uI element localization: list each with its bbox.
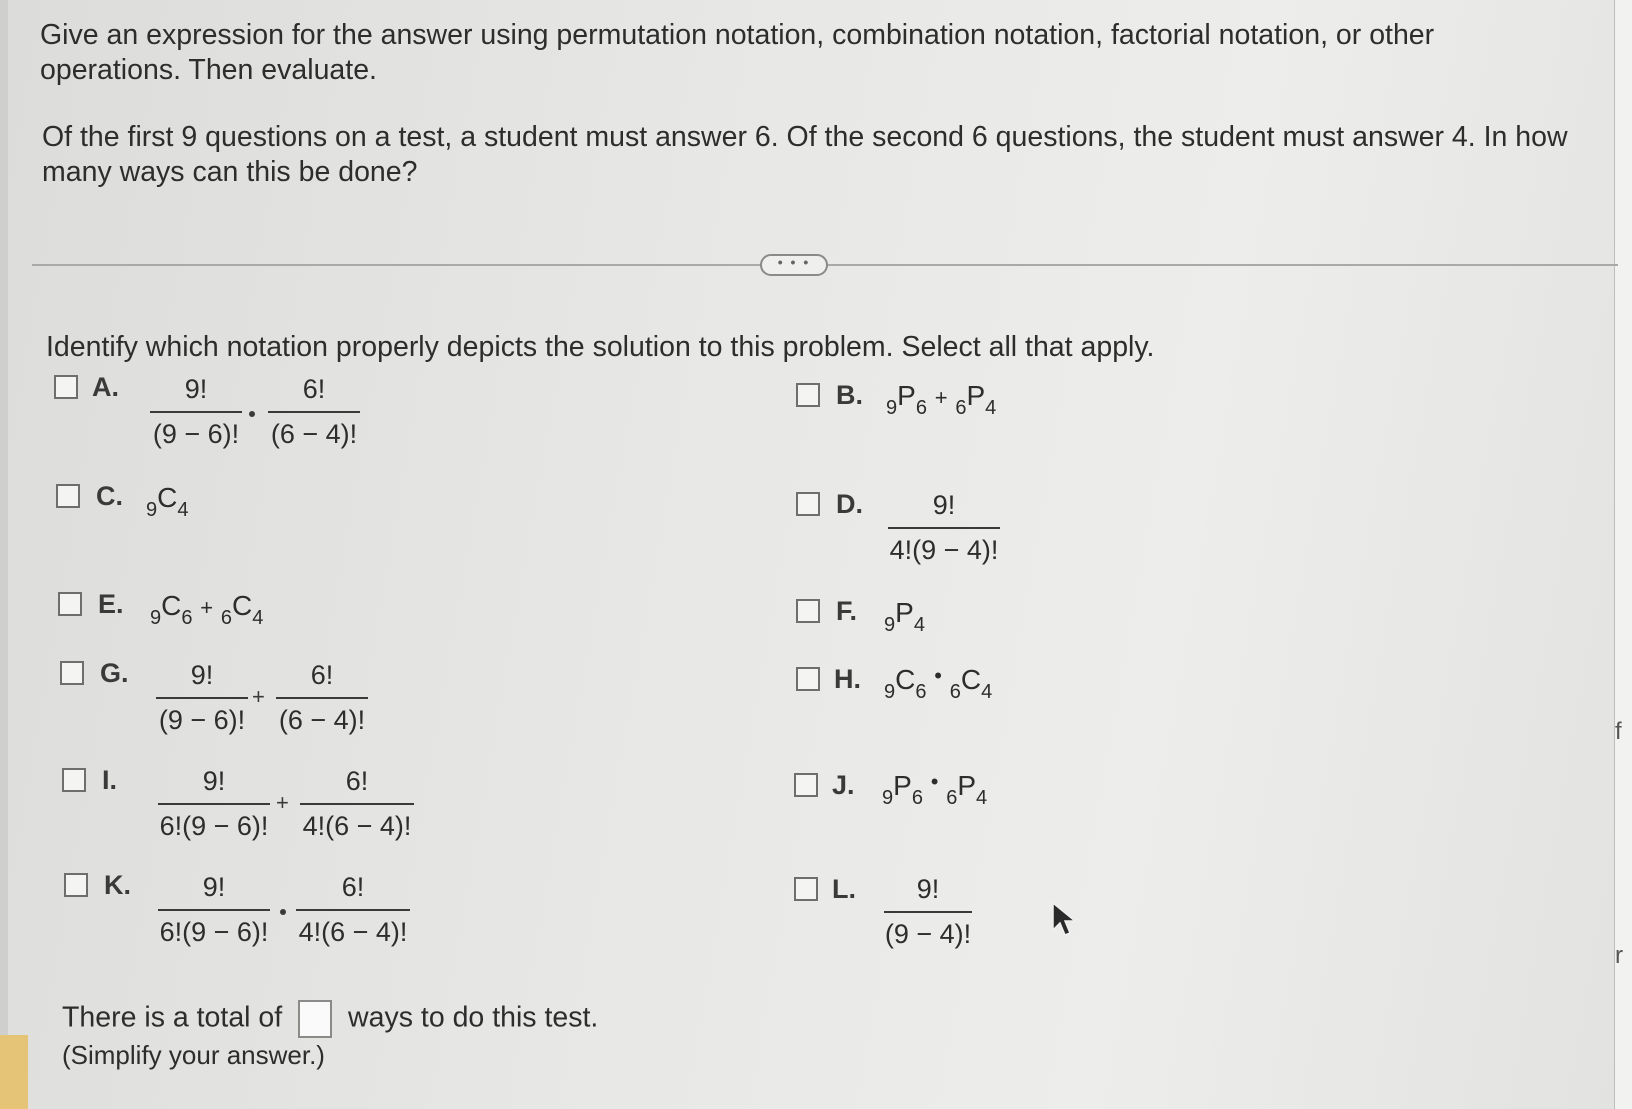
subscript-n: 9 bbox=[146, 499, 158, 521]
fraction bbox=[150, 374, 242, 450]
denominator: 4!(9 − 4)! bbox=[889, 535, 999, 565]
fraction bbox=[268, 374, 360, 450]
combination-expression bbox=[150, 590, 264, 629]
fraction bbox=[156, 660, 248, 736]
subscript-k: 4 bbox=[976, 787, 988, 809]
option-letter: I. bbox=[102, 765, 118, 795]
fraction bbox=[276, 660, 368, 736]
checkbox-k[interactable] bbox=[64, 873, 88, 897]
subscript-k: 4 bbox=[913, 614, 925, 636]
multiply-dot: • bbox=[934, 663, 942, 688]
fraction bbox=[884, 874, 972, 950]
denominator: 4!(6 − 4)! bbox=[302, 811, 412, 841]
checkbox-a[interactable] bbox=[54, 375, 78, 399]
more-button[interactable]: • • • bbox=[760, 254, 828, 276]
checkbox-f[interactable] bbox=[796, 599, 820, 623]
option-letter: B. bbox=[836, 380, 863, 410]
divider-right bbox=[828, 264, 1618, 266]
checkbox-d[interactable] bbox=[796, 492, 820, 516]
checkbox-c[interactable] bbox=[56, 484, 80, 508]
numerator: 9! bbox=[184, 374, 208, 404]
fraction bbox=[888, 490, 1000, 566]
option-letter: A. bbox=[92, 372, 119, 402]
edge-letter-r: r bbox=[1615, 942, 1623, 969]
option-letter: K. bbox=[104, 870, 131, 900]
subscript-k: 4 bbox=[177, 499, 189, 521]
combination-product-expression bbox=[884, 663, 993, 703]
symbol: C bbox=[161, 590, 182, 621]
plus-sign: + bbox=[252, 684, 265, 709]
plus-sign: + bbox=[276, 790, 289, 815]
subscript-k: 4 bbox=[981, 681, 993, 703]
symbol: P bbox=[897, 380, 916, 411]
subscript-n: 9 bbox=[884, 681, 896, 703]
numerator: 9! bbox=[202, 766, 226, 796]
subscript-n: 9 bbox=[884, 614, 896, 636]
subscript-n: 9 bbox=[150, 607, 162, 629]
subscript-k: 6 bbox=[915, 397, 927, 419]
edge-letter-f: f bbox=[1615, 718, 1622, 745]
subscript-n: 9 bbox=[886, 397, 898, 419]
symbol: C bbox=[895, 664, 916, 695]
subscript-k: 4 bbox=[985, 397, 997, 419]
checkbox-i[interactable] bbox=[62, 768, 86, 792]
subscript-n: 6 bbox=[946, 787, 958, 809]
subscript-k: 6 bbox=[911, 787, 923, 809]
subscript-n: 6 bbox=[220, 607, 233, 629]
option-letter: G. bbox=[100, 658, 129, 688]
checkbox-j[interactable] bbox=[794, 773, 818, 797]
numerator: 9! bbox=[932, 490, 956, 520]
denominator: (9 − 6)! bbox=[152, 419, 240, 449]
question-text: Of the first 9 questions on a test, a student must answer 6. Of the second 6 questions, the student must answer 4. In how many ways can this be done? bbox=[42, 121, 1568, 188]
symbol: C bbox=[157, 482, 178, 513]
numerator: 6! bbox=[341, 872, 365, 902]
denominator: (9 − 4)! bbox=[884, 919, 972, 949]
left-border bbox=[0, 0, 8, 1109]
fraction bbox=[158, 872, 270, 948]
denominator: 6!(9 − 6)! bbox=[159, 811, 269, 841]
checkbox-e[interactable] bbox=[58, 592, 82, 616]
plus-sign: + bbox=[934, 385, 948, 410]
answer-input[interactable] bbox=[298, 1000, 332, 1038]
numerator: 9! bbox=[190, 660, 214, 690]
checkbox-h[interactable] bbox=[796, 667, 820, 691]
checkbox-l[interactable] bbox=[794, 877, 818, 901]
multiply-dot bbox=[249, 411, 255, 417]
combination-expression bbox=[146, 482, 189, 521]
total-sentence bbox=[62, 1000, 598, 1038]
numerator: 6! bbox=[345, 766, 369, 796]
subscript-n: 6 bbox=[949, 681, 961, 703]
symbol: P bbox=[957, 770, 977, 801]
checkbox-b[interactable] bbox=[796, 383, 820, 407]
permutation-expression bbox=[886, 380, 997, 419]
symbol: C bbox=[960, 664, 982, 695]
numerator: 6! bbox=[310, 660, 334, 690]
instructions-text: Give an expression for the answer using permutation notation, combination notation, factorial notation, or other operations. Then evaluate. bbox=[40, 19, 1435, 86]
subscript-k: 6 bbox=[181, 607, 193, 629]
symbol: P bbox=[895, 597, 914, 628]
option-letter: C. bbox=[96, 481, 123, 511]
fraction bbox=[296, 872, 410, 948]
denominator: (9 − 6)! bbox=[158, 705, 246, 735]
numerator: 9! bbox=[916, 874, 940, 904]
permutation-expression bbox=[884, 597, 925, 636]
symbol: C bbox=[232, 590, 253, 621]
option-letter: E. bbox=[98, 589, 124, 619]
divider-left bbox=[32, 264, 762, 266]
subscript-k: 4 bbox=[252, 607, 264, 629]
checkbox-g[interactable] bbox=[60, 661, 84, 685]
numerator: 9! bbox=[202, 872, 226, 902]
permutation-product-expression bbox=[882, 769, 988, 809]
option-letter: J. bbox=[832, 770, 855, 800]
numerator: 6! bbox=[302, 374, 326, 404]
total-prefix: There is a total of bbox=[62, 1001, 283, 1034]
denominator: (6 − 4)! bbox=[270, 419, 358, 449]
total-suffix: ways to do this test. bbox=[348, 1001, 599, 1034]
plus-sign: + bbox=[200, 595, 214, 620]
simplify-hint: (Simplify your answer.) bbox=[62, 1040, 325, 1070]
option-letter: L. bbox=[832, 874, 856, 904]
yellow-corner-accent bbox=[0, 1035, 28, 1109]
multiply-dot: • bbox=[930, 769, 939, 794]
option-letter: D. bbox=[836, 489, 863, 519]
option-letter: H. bbox=[834, 664, 861, 694]
denominator: 4!(6 − 4)! bbox=[298, 917, 408, 947]
symbol: P bbox=[893, 770, 912, 801]
denominator: (6 − 4)! bbox=[278, 705, 366, 735]
mouse-cursor-icon bbox=[1050, 900, 1078, 940]
multiply-dot bbox=[280, 909, 286, 915]
subscript-n: 9 bbox=[882, 787, 894, 809]
denominator: 6!(9 − 6)! bbox=[159, 917, 269, 947]
symbol: P bbox=[966, 380, 986, 411]
subscript-k: 6 bbox=[915, 681, 927, 703]
subscript-n: 6 bbox=[955, 397, 967, 419]
fraction bbox=[158, 766, 270, 842]
prompt-text: Identify which notation properly depicts the solution to this problem. Select all that apply. bbox=[46, 331, 1155, 363]
right-panel-edge bbox=[1614, 0, 1632, 1109]
fraction bbox=[300, 766, 414, 842]
option-letter: F. bbox=[836, 596, 858, 626]
